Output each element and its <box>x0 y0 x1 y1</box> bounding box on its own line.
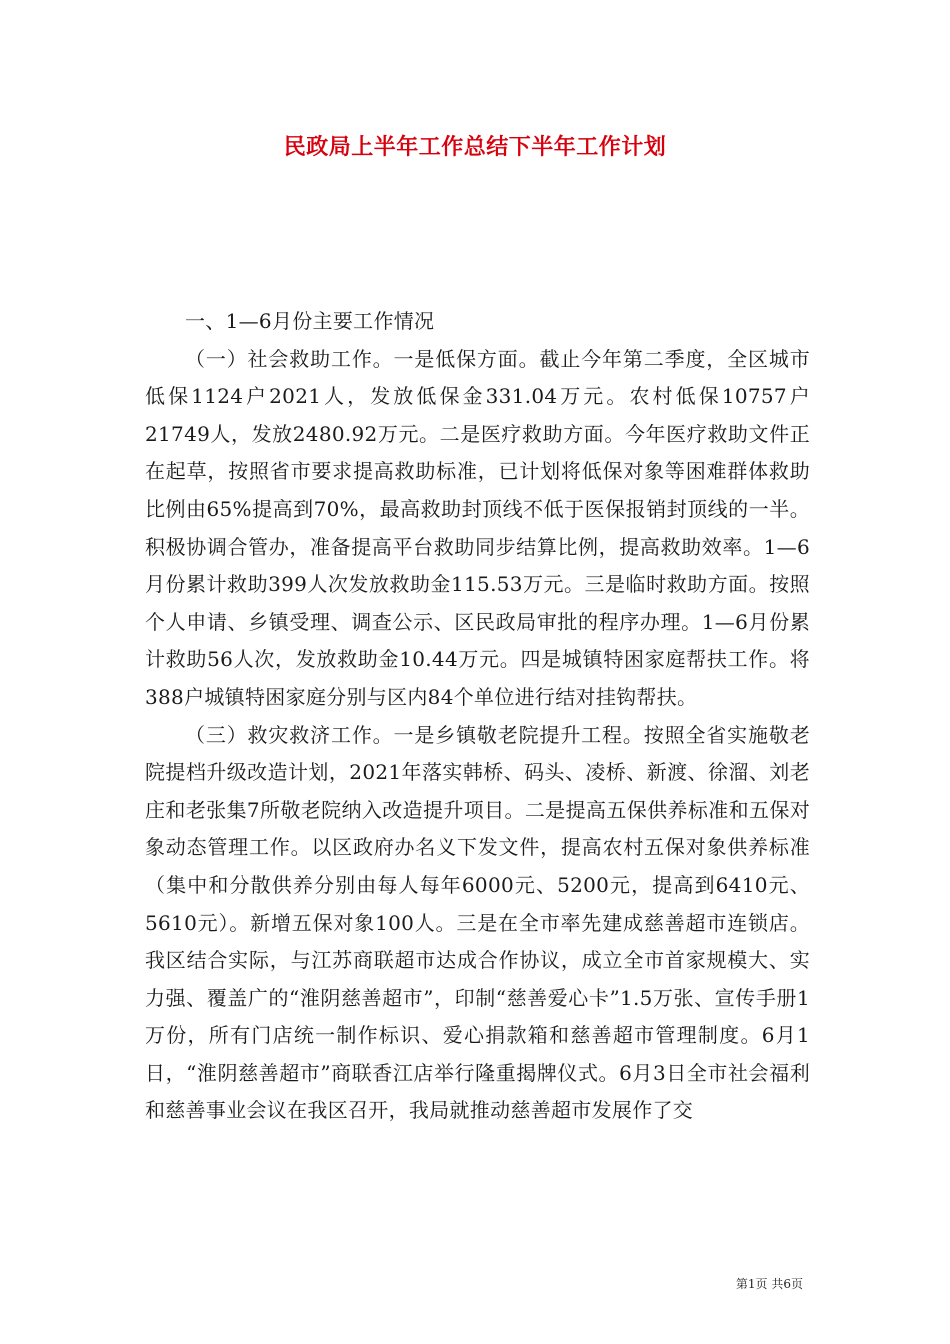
paragraph-social-assistance: （一）社会救助工作。一是低保方面。截止今年第二季度，全区城市低保1124户2021人，发放低保金331.04万元。农村低保10757户21749人，发放2480.92万元。二是医疗救助方面。今年医疗救助文件正在起草，按照省市要求提高救助标准，已计划将低保对象等困难群体救助比例由65%提高到70%，最高救助封顶线不低于医保报销封顶线的一半。积极协调合管办，准备提高平台救助同步结算比例，提高救助效率。1—6月份累计救助399人次发放救助金115.53万元。三是临时救助方面。按照个人申请、乡镇受理、调查公示、区民政局审批的程序办理。1—6月份累计救助56人次，发放救助金10.44万元。四是城镇特困家庭帮扶工作。将388户城镇特困家庭分别与区内84个单位进行结对挂钩帮扶。 <box>145 346 810 709</box>
document-body <box>145 303 810 1130</box>
paragraph-disaster-relief: （三）救灾救济工作。一是乡镇敬老院提升工程。按照全省实施敬老院提档升级改造计划，2021年落实韩桥、码头、凌桥、新渡、徐溜、刘老庄和老张集7所敬老院纳入改造提升项目。二是提高五保供养标准和五保对象动态管理工作。以区政府办名义下发文件，提高农村五保对象供养标准（集中和分散供养分别由每人每年6000元、5200元，提高到6410元、5610元）。新增五保对象100人。三是在全市率先建成慈善超市连锁店。我区结合实际，与江苏商联超市达成合作协议，成立全市首家规模大、实力强、覆盖广的“淮阴慈善超市”，印制“慈善爱心卡”1.5万张、宣传手册1万份，所有门店统一制作标识、爱心捐款箱和慈善超市管理制度。6月1日，“淮阴慈善超市”商联香江店举行隆重揭牌仪式。6月3日全市社会福利和慈善事业会议在我区召开，我局就推动慈善超市发展作了交 <box>145 722 810 1123</box>
section-heading: 一、1—6月份主要工作情况 <box>185 309 435 333</box>
page-number: 第1页 共6页 <box>735 1277 803 1291</box>
document-title: 民政局上半年工作总结下半年工作计划 <box>283 135 667 160</box>
